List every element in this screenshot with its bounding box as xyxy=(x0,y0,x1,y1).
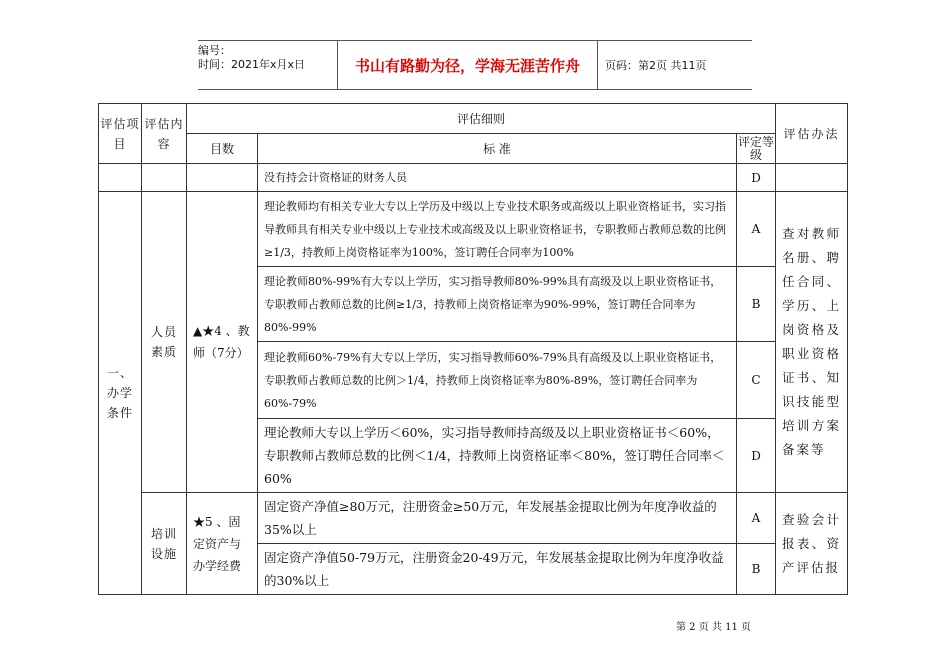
header-motto: 书山有路勤为径，学海无涯苦作舟 xyxy=(337,41,598,89)
header-info xyxy=(198,41,336,92)
page-footer: 第 2 页 共 11 页 xyxy=(676,622,751,633)
standard-cell: 理论教师60%-79%有大专以上学历，实习指导教师60%-79%具有高级及以上职业资格证书，专职教师占教师总数的比例＞1/4，持教师上岗资格证率为80%-89%，签订聘任合同率为60%-79% xyxy=(258,342,737,419)
target-assets: ★5 、固定资产与办学经费 xyxy=(187,493,258,595)
empty-cell xyxy=(99,164,142,192)
grade-cell: B xyxy=(737,544,776,595)
grade-cell: D xyxy=(737,164,776,192)
method-training: 查验会计报表、资产评估报 xyxy=(776,493,848,595)
time-label: 时间：2021年x月x日 xyxy=(198,58,306,71)
col-header-content: 评估内容 xyxy=(142,104,187,164)
standard-cell: 没有持会计资格证的财务人员 xyxy=(258,164,737,192)
standard-cell: 理论教师80%-99%有大专以上学历，实习指导教师80%-99%具有高级及以上职业资格证书，专职教师占教师总数的比例≥1/3，持教师上岗资格证率为90%-99%，签订聘任合同率为80%-99% xyxy=(258,267,737,342)
grade-cell: D xyxy=(737,419,776,493)
col-header-item: 评估项目 xyxy=(99,104,142,164)
col-header-standard: 标 准 xyxy=(258,134,737,164)
empty-cell xyxy=(187,164,258,192)
standard-cell: 理论教师均有相关专业大专以上学历及中级以上专业技术职务或高级以上职业资格证书，实习指导教师具有相关专业中级以上专业技术或高级及以上职业资格证书，专职教师占教师总数的比例≥1/3，持教师上岗资格证率为100%，签订聘任合同率为100% xyxy=(258,192,737,267)
content-personnel: 人员素质 xyxy=(142,192,187,493)
content-training: 培训设施 xyxy=(142,493,187,595)
number-label: 编号： xyxy=(198,44,231,57)
evaluation-table xyxy=(98,103,848,595)
section-item: 一、办学条件 xyxy=(99,192,142,595)
empty-cell xyxy=(776,164,848,192)
page-header xyxy=(198,40,752,90)
col-header-method: 评估办法 xyxy=(776,104,848,164)
grade-cell: A xyxy=(737,192,776,267)
grade-cell: A xyxy=(737,493,776,544)
col-header-grade: 评定等级 xyxy=(738,134,775,162)
col-header-detail: 评估细则 xyxy=(187,104,776,134)
header-page-label: 页码：第2页 共11页 xyxy=(605,59,707,72)
standard-cell: 固定资产净值≥80万元，注册资金≥50万元，年发展基金提取比例为年度净收益的35%以上 xyxy=(258,493,737,544)
target-teachers: ▲★4 、教师（7分） xyxy=(187,192,258,493)
standard-cell: 理论教师大专以上学历＜60%，实习指导教师持高级及以上职业资格证书＜60%，专职教师占教师总数的比例＜1/4，持教师上岗资格证率＜80%，签订聘任合同率＜60% xyxy=(258,419,737,493)
method-personnel: 查对教师名册、聘任合同、学历、上岗资格及职业资格证书、知识技能型培训方案备案等 xyxy=(776,192,848,493)
grade-cell: B xyxy=(737,267,776,342)
empty-cell xyxy=(142,164,187,192)
col-header-target: 目数 xyxy=(187,134,258,164)
standard-cell: 固定资产净值50-79万元，注册资金20-49万元，年发展基金提取比例为年度净收益的30%以上 xyxy=(258,544,737,595)
grade-cell: C xyxy=(737,342,776,419)
